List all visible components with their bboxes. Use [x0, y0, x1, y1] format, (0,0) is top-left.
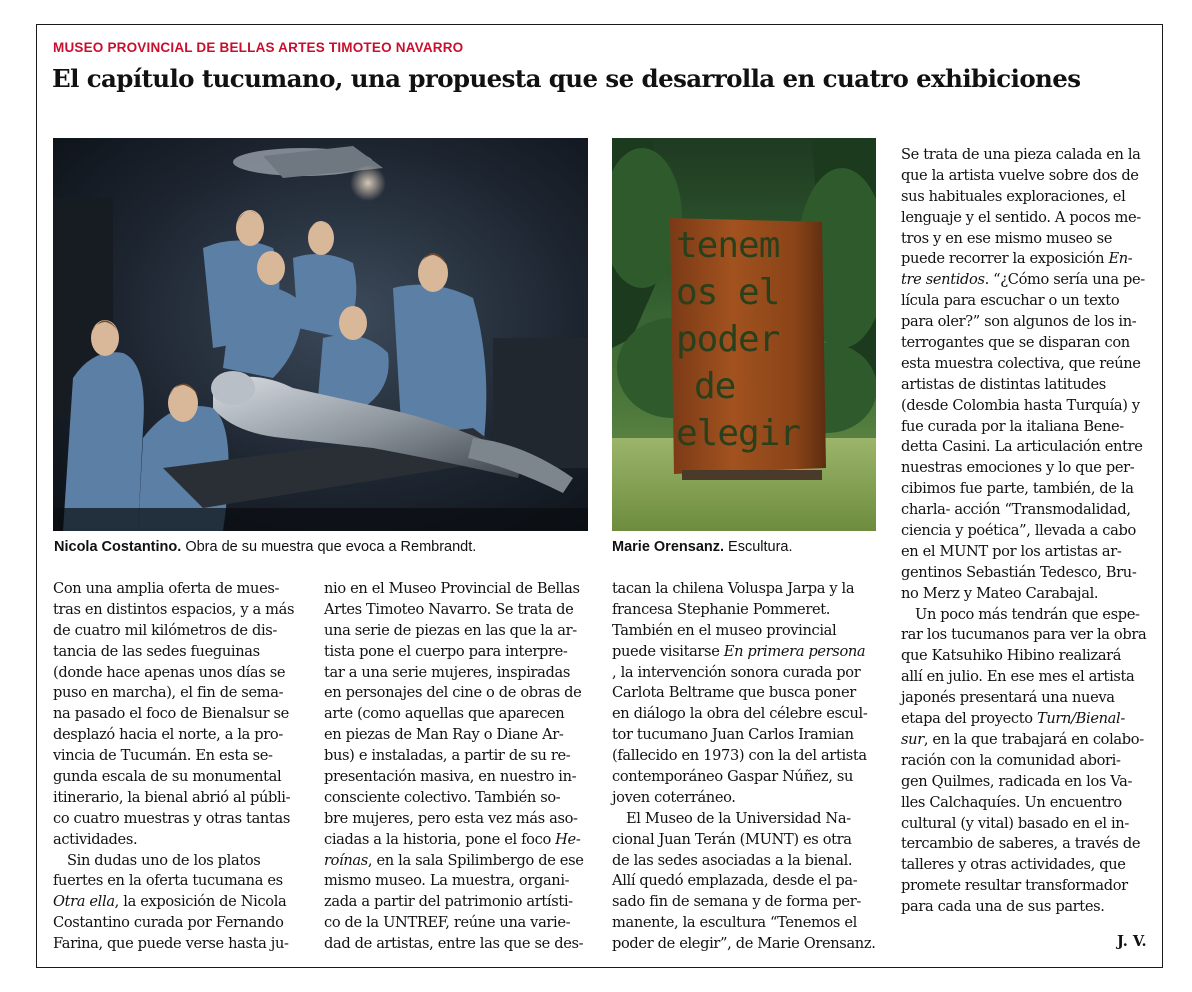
sculpture-lettering — [676, 222, 824, 457]
text-line: Se trata de una pieza calada en la — [901, 146, 1141, 163]
text-line: tercambio de saberes, a través de — [901, 835, 1141, 853]
text-line: ciadas a la historia, pone el foco He- — [324, 830, 581, 848]
text-line: dad de artistas, entre las que se des- — [324, 935, 584, 953]
text-line: También en el museo provincial — [612, 621, 837, 639]
article-column-3 — [612, 579, 875, 955]
text-line: terrogantes que se disparan con — [901, 334, 1130, 352]
text-line: artistas de distintas latitudes — [901, 375, 1106, 393]
text-line: no Merz y Mateo Carabajal. — [901, 584, 1099, 602]
text-line: (desde Colombia hasta Turquía) y — [901, 396, 1140, 414]
italic-title: Turn/Bienal- — [1036, 710, 1125, 728]
text-line: en diálogo la obra del célebre escul- — [612, 705, 868, 723]
text-line: Farina, que puede verse hasta ju- — [53, 935, 289, 953]
text-line: talleres y otras actividades, que — [901, 856, 1126, 874]
text-line: , la intervención sonora curada por — [612, 663, 861, 681]
orensanz-caption-name: Marie Orensanz. — [612, 539, 725, 555]
text-line: en el MUNT por los artistas ar- — [901, 542, 1122, 560]
text-line: cibimos fue parte, también, de la — [901, 480, 1134, 498]
text-line: ciencia y poética”, llevada a cabo — [901, 522, 1136, 540]
text-line: Costantino curada por Fernando — [53, 914, 284, 932]
text-line: (donde hace apenas unos días se — [53, 663, 286, 681]
text-line: en piezas de Man Ray o Diane Ar- — [324, 726, 564, 744]
text-line: tacan la chilena Voluspa Jarpa y la — [612, 580, 855, 597]
text-line: bus) e instaladas, a partir de su re- — [324, 747, 571, 765]
text-line: vincia de Tucumán. En esta se- — [53, 747, 273, 765]
text-line: sur, en la que trabajará en colabo- — [901, 730, 1144, 748]
text-line: co cuatro muestras y otras tantas — [53, 809, 290, 827]
text-line: puso en marcha), el fin de sema- — [53, 684, 284, 702]
text-line: Allí quedó emplazada, desde el pa- — [612, 872, 858, 890]
text-line: mismo museo. La muestra, organi- — [324, 872, 570, 890]
costantino-photo-illustration — [53, 138, 588, 531]
text-line: gentinos Sebastián Tedesco, Bru- — [901, 563, 1137, 581]
text-line: charla- acción “Transmodalidad, — [901, 501, 1131, 519]
text-line: francesa Stephanie Pommeret. — [612, 600, 831, 618]
sculpture-line-3: poder — [676, 319, 780, 360]
text-line: sus habituales exploraciones, el — [901, 187, 1126, 205]
text-line: ración con la comunidad abori- — [901, 751, 1121, 769]
orensanz-caption — [612, 539, 793, 555]
text-line: tista pone el cuerpo para interpre- — [324, 642, 568, 660]
text-line: nio en el Museo Provincial de Bellas — [324, 580, 580, 597]
text-line: tor tucumano Juan Carlos Iramian — [612, 726, 854, 744]
text-line: rar los tucumanos para ver la obra — [901, 626, 1147, 644]
text-line: que la artista vuelve sobre dos de — [901, 166, 1139, 184]
italic-title: En- — [1108, 250, 1133, 268]
text-line: Otra ella, la exposición de Nicola — [53, 893, 287, 911]
sculpture-line-5: elegir — [676, 413, 801, 454]
text-line: para oler?” son algunos de los in- — [901, 313, 1137, 331]
text-line: roínas, en la sala Spilimbergo de ese — [324, 851, 584, 869]
section-kicker: MUSEO PROVINCIAL DE BELLAS ARTES TIMOTEO NAVARRO — [53, 40, 464, 55]
italic-title: En primera persona — [723, 642, 866, 660]
text-line: allí en julio. En ese mes el artista — [901, 668, 1135, 686]
text-line: para cada una de sus partes. — [901, 898, 1105, 916]
sculpture-line-4: de — [694, 366, 736, 407]
italic-title: He- — [555, 830, 581, 848]
article-column-1 — [53, 579, 294, 955]
article-headline: El capítulo tucumano, una propuesta que se desarrolla en cuatro exhibiciones — [52, 64, 1081, 93]
text-line: tar a una serie mujeres, inspiradas — [324, 663, 571, 681]
text-line: na pasado el foco de Bienalsur se — [53, 705, 289, 723]
text-line: sado fin de semana y de forma per- — [612, 893, 861, 911]
text-line: cional Juan Terán (MUNT) es otra — [612, 830, 852, 848]
orensanz-caption-text: Escultura. — [724, 539, 793, 555]
text-line: joven coterráneo. — [612, 788, 736, 806]
costantino-photo — [53, 138, 588, 531]
text-line: bre mujeres, pero esta vez más aso- — [324, 809, 578, 827]
text-line: lícula para escuchar o un texto — [901, 292, 1120, 310]
text-line: en personajes del cine o de obras de — [324, 684, 582, 702]
text-line: de las sedes asociadas a la bienal. — [612, 851, 853, 869]
italic-title: roínas — [324, 851, 368, 869]
italic-title: Otra ella — [53, 893, 115, 911]
text-line: (fallecido en 1973) con la del artista — [612, 747, 867, 765]
text-line: puede visitarse En primera persona — [612, 642, 866, 660]
article-column-2 — [324, 579, 584, 955]
text-line: esta muestra colectiva, que reúne — [901, 354, 1141, 372]
text-line: etapa del proyecto Turn/Bienal- — [901, 710, 1125, 728]
text-line: que Katsuhiko Hibino realizará — [901, 647, 1122, 665]
text-line: arte (como aquellas que aparecen — [324, 705, 565, 723]
sculpture-line-2: os el — [676, 272, 780, 313]
text-line: desplazó hacia el norte, a la pro- — [53, 726, 283, 744]
text-line: actividades. — [53, 830, 138, 848]
text-line: promete resultar transformador — [901, 877, 1128, 895]
text-line: Con una amplia oferta de mues- — [53, 580, 280, 597]
text-line: japonés presentará una nueva — [901, 689, 1115, 707]
text-line: lles Calchaquíes. Un encuentro — [901, 793, 1122, 811]
text-line: cultural (y vital) basado en el in- — [901, 814, 1129, 832]
text-line: una serie de piezas en las que la ar- — [324, 621, 577, 639]
article-column-4 — [901, 145, 1146, 918]
text-line: El Museo de la Universidad Na- — [626, 809, 851, 827]
text-line: presentación masiva, en nuestro in- — [324, 768, 577, 786]
text-line: tancia de las sedes fueguinas — [53, 642, 260, 660]
text-line: co de la UNTREF, reúne una varie- — [324, 914, 571, 932]
text-line: Artes Timoteo Navarro. Se trata de — [324, 600, 574, 618]
orensanz-photo — [612, 138, 876, 531]
sculpture-line-1: tenem — [676, 225, 780, 266]
text-line: tre sentidos. “¿Cómo sería una pe- — [901, 271, 1145, 289]
text-line: Carlota Beltrame que busca poner — [612, 684, 856, 702]
text-line: poder de elegir”, de Marie Orensanz. — [612, 935, 876, 953]
text-line: puede recorrer la exposición En- — [901, 250, 1133, 268]
text-line: tros y en ese mismo museo se — [901, 229, 1113, 247]
text-line: nuestras emociones y lo que per- — [901, 459, 1135, 477]
text-line: gunda escala de su monumental — [53, 768, 282, 786]
italic-title: tre sentidos — [901, 271, 985, 289]
costantino-caption-text: Obra de su muestra que evoca a Rembrandt. — [181, 539, 477, 555]
text-line: itinerario, la bienal abrió al públi- — [53, 788, 291, 806]
text-line: de cuatro mil kilómetros de dis- — [53, 621, 278, 639]
text-line: detta Casini. La articulación entre — [901, 438, 1143, 456]
text-line: contemporáneo Gaspar Núñez, su — [612, 768, 854, 786]
text-line: lenguaje y el sentido. A pocos me- — [901, 208, 1141, 226]
author-signature: J. V. — [1117, 933, 1147, 950]
text-line: consciente colectivo. También so- — [324, 788, 561, 806]
italic-title: sur — [901, 730, 924, 748]
text-line: tras en distintos espacios, y a más — [53, 600, 295, 618]
costantino-caption-name: Nicola Costantino. — [54, 539, 182, 555]
text-line: fue curada por la italiana Bene- — [901, 417, 1124, 435]
costantino-caption — [54, 539, 476, 555]
text-line: manente, la escultura “Tenemos el — [612, 914, 857, 932]
text-line: zada a partir del patrimonio artísti- — [324, 893, 573, 911]
text-line: Un poco más tendrán que espe- — [915, 605, 1140, 623]
text-line: Sin dudas uno de los platos — [67, 851, 261, 869]
text-line: fuertes en la oferta tucumana es — [53, 872, 283, 890]
text-line: gen Quilmes, radicada en los Va- — [901, 772, 1133, 790]
